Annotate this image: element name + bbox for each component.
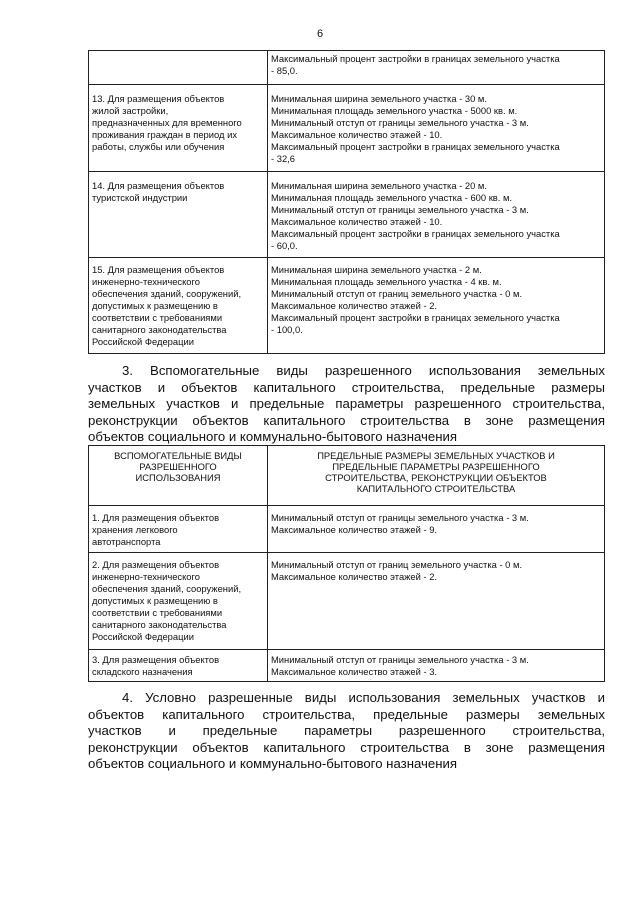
cell-line: Максимальный процент застройки в границах земельного участка (271, 53, 560, 64)
cell-line: Российской Федерации (92, 336, 194, 347)
header-line: ИСПОЛЬЗОВАНИЯ (135, 472, 221, 483)
cell-line: 15. Для размещения объектов (92, 264, 225, 275)
cell-line: Минимальный отступ от границы земельного участка - 3 м. (271, 204, 529, 215)
cell-line: Минимальный отступ от границ земельного участка - 0 м. (271, 288, 523, 299)
table-cell-params (268, 650, 605, 682)
table-cell-type (89, 85, 268, 172)
cell-line: Минимальная ширина земельного участка - 20 м. (271, 180, 487, 191)
cell-line: 2. Для размещения объектов (92, 559, 220, 570)
cell-line: инженерно-технического (92, 276, 200, 287)
cell-line: инженерно-технического (92, 571, 200, 582)
paragraph-line: объектов социального и коммунально-бытового назначения (88, 756, 458, 771)
cell-line: Российской Федерации (92, 631, 194, 642)
table-cell-params (268, 258, 605, 354)
cell-line: Минимальная ширина земельного участка - 30 м. (271, 93, 487, 104)
table-row (89, 85, 605, 172)
cell-line: Максимальное количество этажей - 2. (271, 571, 438, 582)
cell-line: соответствии с требованиями (92, 312, 223, 323)
table-cell-params (268, 506, 605, 553)
cell-line: проживания граждан в период их (92, 129, 238, 140)
cell-line: санитарного законодательства (92, 324, 227, 335)
table-cell-type (89, 258, 268, 354)
auxiliary-use-table (88, 445, 605, 682)
cell-line: хранения легкового (92, 524, 178, 535)
cell-line: складского назначения (92, 666, 193, 677)
header-line: ВСПОМОГАТЕЛЬНЫЕ ВИДЫ (114, 450, 242, 461)
cell-line: Максимальное количество этажей - 9. (271, 524, 438, 535)
cell-line: предназначенных для временного (92, 117, 242, 128)
cell-line: Минимальный отступ от границ земельного участка - 0 м. (271, 559, 523, 570)
cell-line: 13. Для размещения объектов (92, 93, 225, 104)
cell-line: автотранспорта (92, 536, 161, 547)
header-line: КАПИТАЛЬНОГО СТРОИТЕЛЬСТВА (356, 483, 516, 494)
table-cell-type (89, 51, 268, 85)
table-cell-type (89, 172, 268, 258)
cell-line: Максимальное количество этажей - 2. (271, 300, 438, 311)
cell-line: - 32,6 (271, 153, 295, 164)
table-cell-params (268, 172, 605, 258)
table-cell-type (89, 506, 268, 553)
table-row (89, 258, 605, 354)
table-row (89, 172, 605, 258)
column-header-use-type (89, 446, 268, 506)
cell-line: Максимальный процент застройки в границах земельного участка (271, 228, 560, 239)
header-line: СТРОИТЕЛЬСТВА, РЕКОНСТРУКЦИИ ОБЪЕКТОВ (325, 472, 547, 483)
cell-line: туристской индустрии (92, 192, 188, 203)
cell-line: Максимальный процент застройки в границах земельного участка (271, 312, 560, 323)
paragraph-line: объектов капитального строительства, предельные размеры земельных (88, 706, 605, 722)
header-line: ПРЕДЕЛЬНЫЕ ПАРАМЕТРЫ РАЗРЕШЕННОГО (332, 461, 540, 472)
page-number: 6 (316, 28, 324, 40)
section-4-paragraph (88, 690, 605, 773)
cell-line: Максимальное количество этажей - 10. (271, 216, 443, 227)
table-cell-params (268, 51, 605, 85)
cell-line: Минимальная площадь земельного участка - 5000 кв. м. (271, 105, 518, 116)
cell-line: - 60,0. (271, 240, 298, 251)
cell-line: Минимальная площадь земельного участка - 4 кв. м. (271, 276, 502, 287)
table-row (89, 51, 605, 85)
table-cell-params (268, 85, 605, 172)
table-cell-type (89, 553, 268, 650)
paragraph-line: реконструкции объектов капитального строительства в зоне размещения (88, 739, 605, 755)
paragraph-line: 4. Условно разрешенные виды использования земельных участков и (122, 690, 605, 705)
cell-line: Минимальная площадь земельного участка - 600 кв. м. (271, 192, 513, 203)
header-line: ПРЕДЕЛЬНЫЕ РАЗМЕРЫ ЗЕМЕЛЬНЫХ УЧАСТКОВ И (317, 450, 555, 461)
cell-line: допустимых к размещению в (92, 300, 218, 311)
paragraph-line: участков и предельные параметры разрешенного строительства, (88, 723, 605, 738)
section-3-paragraph (88, 363, 605, 446)
table-cell-type (89, 650, 268, 682)
cell-line: Максимальное количество этажей - 3. (271, 666, 438, 677)
column-header-limits (268, 446, 605, 506)
table-header-row (89, 446, 605, 506)
paragraph-line: участков и объектов капитального строительства, предельные размеры (88, 379, 605, 395)
cell-line: допустимых к размещению в (92, 595, 218, 606)
cell-line: соответствии с требованиями (92, 607, 223, 618)
cell-line: Минимальный отступ от границы земельного участка - 3 м. (271, 512, 529, 523)
cell-line: 3. Для размещения объектов (92, 654, 220, 665)
table-row (89, 650, 605, 682)
cell-line: жилой застройки, (92, 105, 169, 116)
paragraph-line: 3. Вспомогательные виды разрешенного использования земельных (122, 363, 605, 378)
paragraph-line: объектов социального и коммунально-бытового назначения (88, 429, 458, 444)
cell-line: 14. Для размещения объектов (92, 180, 225, 191)
land-use-table-main (88, 50, 605, 354)
cell-line: Максимальный процент застройки в границах земельного участка (271, 141, 560, 152)
cell-line: Минимальная ширина земельного участка - 2 м. (271, 264, 482, 275)
cell-line: - 100,0. (271, 324, 303, 335)
cell-line: работы, службы или обучения (92, 141, 225, 152)
header-line: РАЗРЕШЕННОГО (139, 461, 217, 472)
paragraph-line: земельных участков и предельные параметры разрешенного строительства, (88, 396, 605, 411)
table-cell-params (268, 553, 605, 650)
cell-line: Максимальное количество этажей - 10. (271, 129, 443, 140)
cell-line: 1. Для размещения объектов (92, 512, 220, 523)
cell-line: Минимальный отступ от границы земельного участка - 3 м. (271, 117, 529, 128)
cell-line: Минимальный отступ от границы земельного участка - 3 м. (271, 654, 529, 665)
paragraph-line: реконструкции объектов капитального строительства в зоне размещения (88, 412, 605, 428)
cell-line: санитарного законодательства (92, 619, 227, 630)
cell-line: обеспечения зданий, сооружений, (92, 583, 242, 594)
table-row (89, 506, 605, 553)
table-row (89, 553, 605, 650)
cell-line: - 85,0. (271, 65, 298, 76)
cell-line: обеспечения зданий, сооружений, (92, 288, 242, 299)
